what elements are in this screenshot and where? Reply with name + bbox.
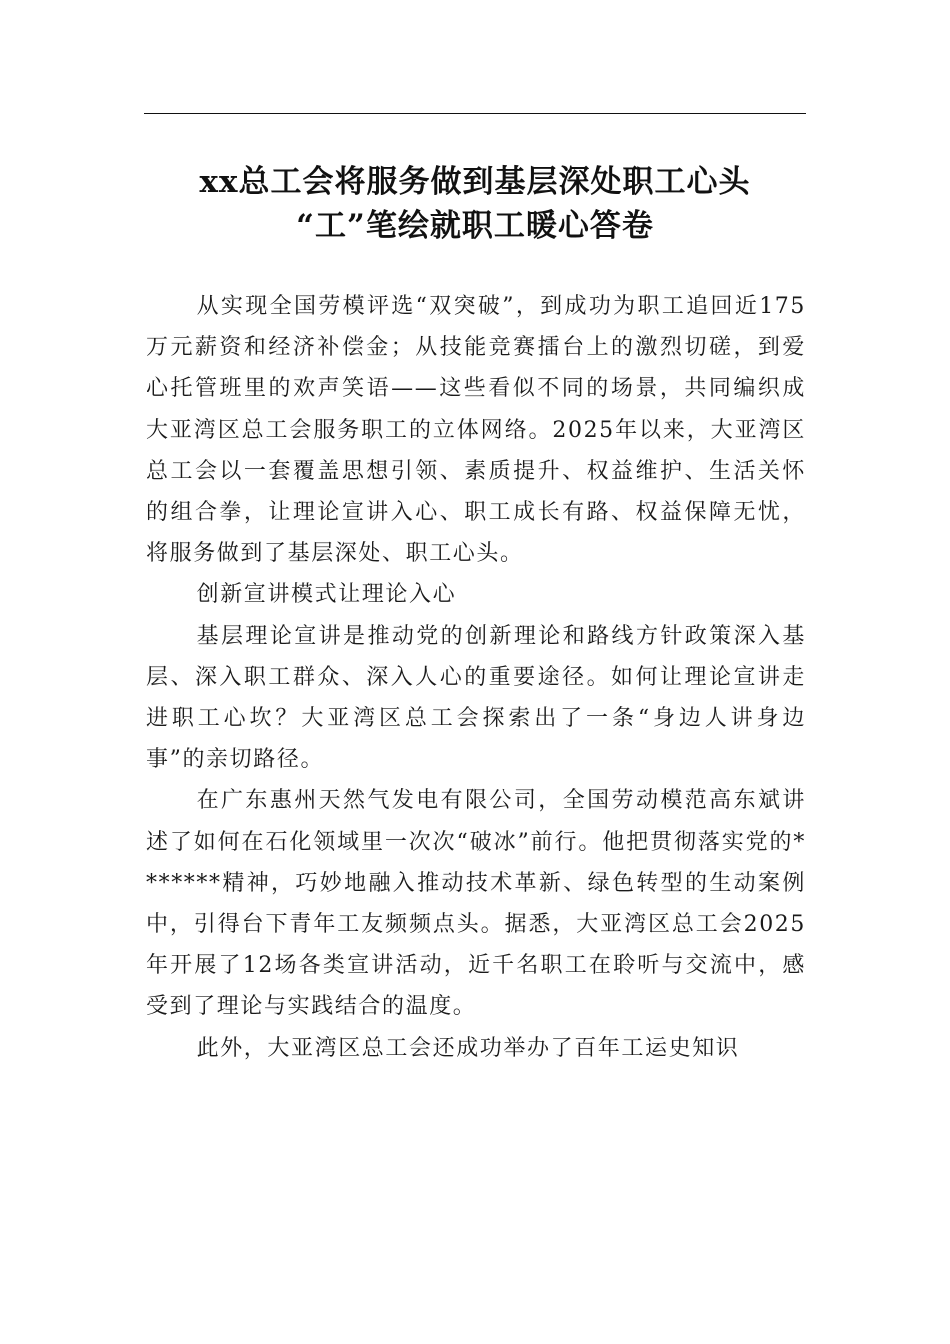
paragraph-intro: 从实现全国劳模评选“双突破”，到成功为职工追回近175万元薪资和经济补偿金；从技能竞赛擂台上的激烈切磋，到爱心托管班里的欢声笑语——这些看似不同的场景，共同编织成大亚湾区总工会服务职工的立体网络。2025年以来，大亚湾区总工会以一套覆盖思想引领、素质提升、权益维护、生活关怀的组合拳，让理论宣讲入心、职工成长有路、权益保障无忧，将服务做到了基层深处、职工心头。 [146, 294, 806, 567]
paragraph-lecture: 基层理论宣讲是推动党的创新理论和路线方针政策深入基层、深入职工群众、深入人心的重要途径。如何让理论宣讲走进职工心坎？大亚湾区总工会探索出了一条“身边人讲身边事”的亲切路径。 [146, 623, 806, 773]
document-title [144, 160, 806, 248]
title-line-2: “工”笔绘就职工暖心答卷 [296, 208, 654, 244]
section-heading: 创新宣讲模式让理论入心 [196, 582, 457, 608]
paragraph-continued: 此外，大亚湾区总工会还成功举办了百年工运史知识 [196, 1035, 740, 1061]
title-line-1: xx总工会将服务做到基层深处职工心头 [199, 164, 751, 200]
header-rule [144, 113, 806, 114]
paragraph-case: 在广东惠州天然气发电有限公司，全国劳动模范高东斌讲述了如何在石化领域里一次次“破冰”前行。他把贯彻落实党的*******精神，巧妙地融入推动技术革新、绿色转型的生动案例中，引得台下青年工友频频点头。据悉，大亚湾区总工会2025年开展了12场各类宣讲活动，近千名职工在聆听与交流中，感受到了理论与实践结合的温度。 [146, 788, 806, 1020]
document-body [146, 286, 806, 1069]
